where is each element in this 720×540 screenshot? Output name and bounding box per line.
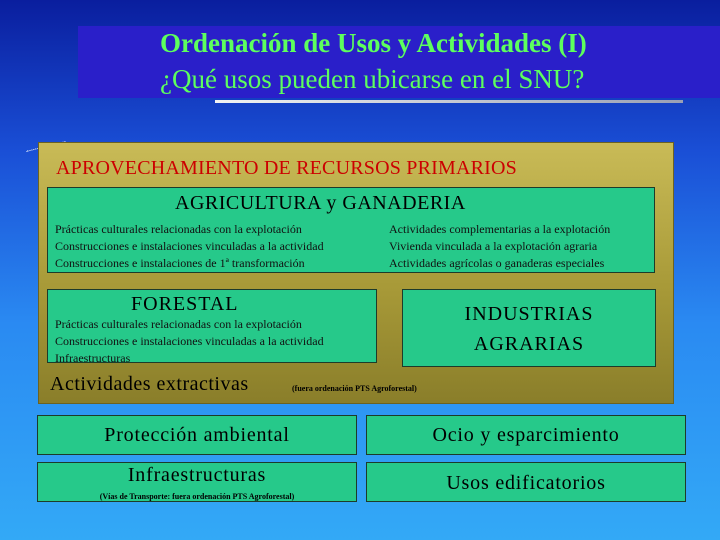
- title-underline: [215, 100, 683, 103]
- forestal-list: [55, 316, 324, 367]
- primary-resources-heading: APROVECHAMIENTO DE RECURSOS PRIMARIOS: [56, 157, 517, 179]
- agriculture-title: AGRICULTURA y GANADERIA: [175, 192, 466, 214]
- list-item: Actividades agrícolas o ganaderas especiales: [389, 256, 605, 270]
- industrias-line2: AGRARIAS: [473, 333, 585, 355]
- list-item: Vivienda vinculada a la explotación agraria: [389, 239, 598, 253]
- industrias-agrarias-title: [402, 299, 656, 359]
- proteccion-ambiental-label: Protección ambiental: [104, 424, 290, 446]
- infraestructuras-note: (Vías de Transporte: fuera ordenación PTS Agroforestal): [99, 492, 295, 501]
- agriculture-right-list: [389, 221, 610, 272]
- list-item: Construcciones e instalaciones vinculadas a la actividad: [55, 239, 324, 253]
- infraestructuras-label: Infraestructuras: [127, 464, 267, 486]
- list-item: Prácticas culturales relacionadas con la explotación: [55, 317, 302, 331]
- list-item: Actividades complementarias a la explotación: [389, 222, 611, 236]
- list-item: Construcciones e instalaciones de 1ª transformación: [55, 256, 305, 270]
- usos-edificatorios-label: Usos edificatorios: [446, 472, 606, 494]
- agriculture-left-list: [55, 221, 324, 272]
- extractivas-note: (fuera ordenación PTS Agroforestal): [292, 384, 417, 393]
- list-item: Prácticas culturales relacionadas con la explotación: [55, 222, 302, 236]
- extractivas-title: Actividades extractivas: [50, 373, 249, 395]
- slide-subtitle: ¿Qué usos pueden ubicarse en el SNU?: [160, 64, 585, 94]
- ocio-label: Ocio y esparcimiento: [432, 424, 620, 446]
- slide-title: Ordenación de Usos y Actividades (I): [160, 28, 587, 58]
- list-item: Construcciones e instalaciones vinculadas a la actividad: [55, 334, 324, 348]
- forestal-title: FORESTAL: [131, 293, 239, 315]
- list-item: Infraestructuras: [55, 351, 131, 365]
- industrias-line1: INDUSTRIAS: [464, 303, 594, 325]
